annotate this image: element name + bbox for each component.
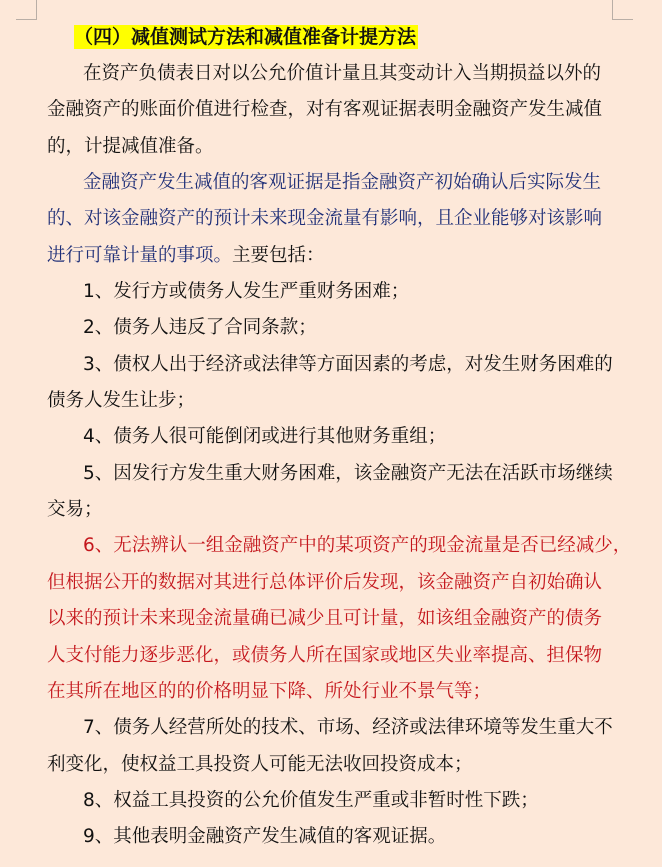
document-body [47, 56, 632, 856]
text-line: 8、权益工具投资的公允价值发生严重或非暂时性下跌； [83, 789, 539, 811]
text-line: 6、无法辨认一组金融资产中的某项资产的现金流量是否已经减少， [83, 535, 632, 557]
text-segment-list-intro: 主要包括： [232, 244, 325, 266]
list-item [47, 456, 617, 529]
text-line: 人支付能力逐步恶化，或债务人所在国家或地区失业率提高、担保物 [47, 644, 603, 666]
text-line: 债务人发生让步； [47, 390, 196, 412]
text-line: 在资产负债表日对以公允价值计量且其变动计入当期损益以外的 [83, 63, 602, 84]
text-line: 在其所在地区的的价格明显下降、所处行业不景气等； [47, 680, 492, 702]
text-line: 2、债务人违反了合同条款； [83, 317, 317, 339]
text-line: 9、其他表明金融资产发生减值的客观证据。 [83, 826, 447, 848]
list-item [47, 528, 632, 710]
list-item [47, 819, 617, 855]
list-item [47, 710, 617, 783]
text-line [47, 238, 617, 274]
list-item [47, 310, 617, 346]
text-line: 金融资产的账面价值进行检查，对有客观证据表明金融资产发生减值 [47, 99, 603, 121]
text-line: 利变化，使权益工具投资人可能无法收回投资成本； [47, 753, 473, 775]
text-segment: 进行可靠计量的事项。 [47, 244, 233, 266]
section-heading: （四）减值测试方法和减值准备计提方法 [74, 26, 417, 48]
text-line: 金融资产发生减值的客观证据是指金融资产初始确认后实际发生 [83, 172, 602, 194]
text-line: 的、对该金融资产的预计未来现金流量有影响，且企业能够对该影响 [47, 208, 603, 230]
list-item [47, 419, 617, 455]
text-line: 交易； [47, 499, 103, 521]
text-line: 7、债务人经营所处的技术、市场、经济或法律环境等发生重大不 [83, 717, 613, 739]
list-item [47, 274, 617, 310]
page-corner-mark-right [612, 0, 633, 20]
evidence-list [47, 274, 632, 856]
paragraph-impairment-check [47, 56, 617, 165]
text-line: 1、发行方或债务人发生严重财务困难； [83, 281, 410, 303]
list-item [47, 347, 617, 420]
text-line: 3、债权人出于经济或法律等方面因素的考虑，对发生财务困难的 [83, 353, 613, 375]
text-line: 的，计提减值准备。 [47, 135, 214, 157]
page-corner-mark-left [16, 0, 37, 20]
paragraph-objective-evidence [47, 165, 617, 274]
text-line: 4、债务人很可能倒闭或进行其他财务重组； [83, 426, 447, 448]
list-item [47, 783, 617, 819]
text-line: 5、因发行方发生重大财务困难，该金融资产无法在活跃市场继续 [83, 462, 613, 484]
text-line: 以来的预计未来现金流量确已减少且可计量，如该组金融资产的债务 [47, 608, 603, 630]
text-line: 但根据公开的数据对其进行总体评价后发现，该金融资产自初始确认 [47, 571, 603, 593]
